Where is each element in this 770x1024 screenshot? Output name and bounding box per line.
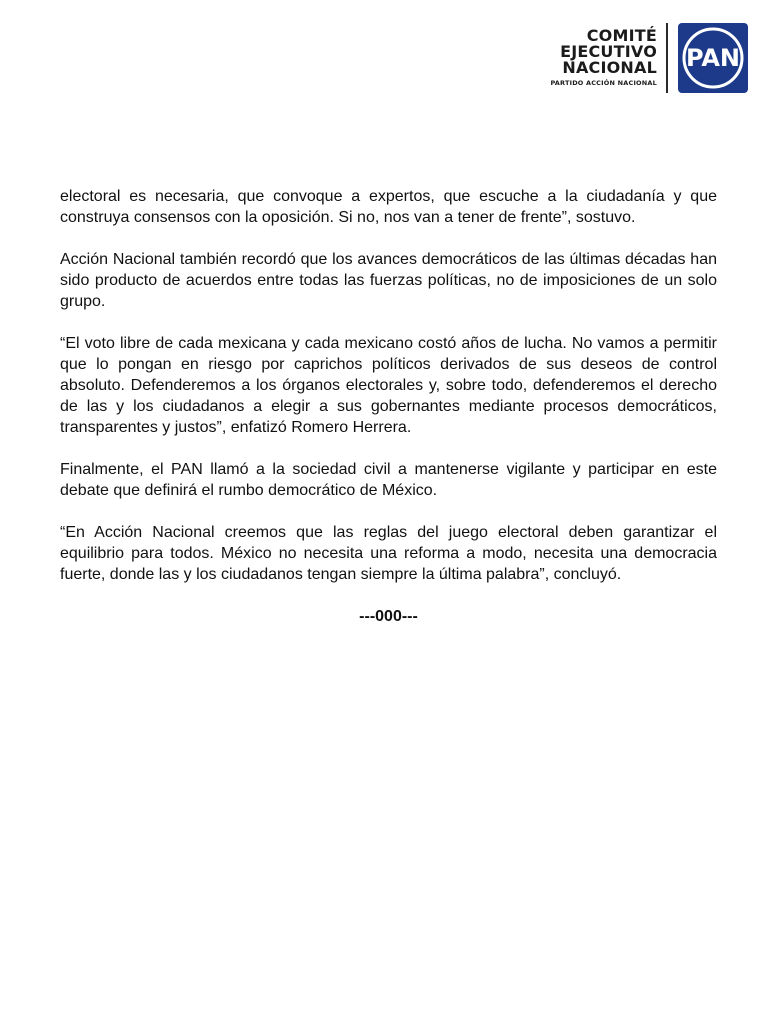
- header-divider: [666, 23, 668, 93]
- paragraph: “El voto libre de cada mexicana y cada mexicano costó años de lucha. No vamos a permitir que lo pongan en riesgo por caprichos políticos derivados de sus deseos de control absoluto. Defenderemos a los órganos electorales y, sobre todo, defenderemos el derecho de las y los ciudadanos a elegir a sus gobernantes mediante procesos democráticos, transparentes y justos”, enfatizó Romero Herrera.: [60, 335, 717, 436]
- paragraph: Finalmente, el PAN llamó a la sociedad civil a mantenerse vigilante y participar en este debate que definirá el rumbo democrático de México.: [60, 461, 717, 499]
- committee-line-1: COMITÉ: [586, 26, 657, 45]
- party-name: PARTIDO ACCIÓN NACIONAL: [550, 79, 657, 87]
- pan-logo-icon: [678, 23, 748, 93]
- committee-line-2: EJECUTIVO: [560, 42, 657, 61]
- document-body: [60, 186, 717, 648]
- committee-name: [550, 28, 666, 88]
- logo-text: PAN: [685, 44, 741, 72]
- paragraph: electoral es necesaria, que convoque a expertos, que escuche a la ciudadanía y que construya consensos con la oposición. Si no, nos van a tener de frente”, sostuvo.: [60, 188, 717, 226]
- paragraph: Acción Nacional también recordó que los avances democráticos de las últimas décadas han sido producto de acuerdos entre todas las fuerzas políticas, no de imposiciones de un solo grupo.: [60, 251, 717, 310]
- closing-mark: ---000---: [359, 608, 418, 625]
- committee-line-3: NACIONAL: [562, 58, 657, 77]
- paragraph: “En Acción Nacional creemos que las reglas del juego electoral deben garantizar el equilibrio para todos. México no necesita una reforma a modo, necesita una democracia fuerte, donde las y los ciudadanos tengan siempre la última palabra”, concluyó.: [60, 524, 717, 583]
- letterhead: [550, 22, 748, 94]
